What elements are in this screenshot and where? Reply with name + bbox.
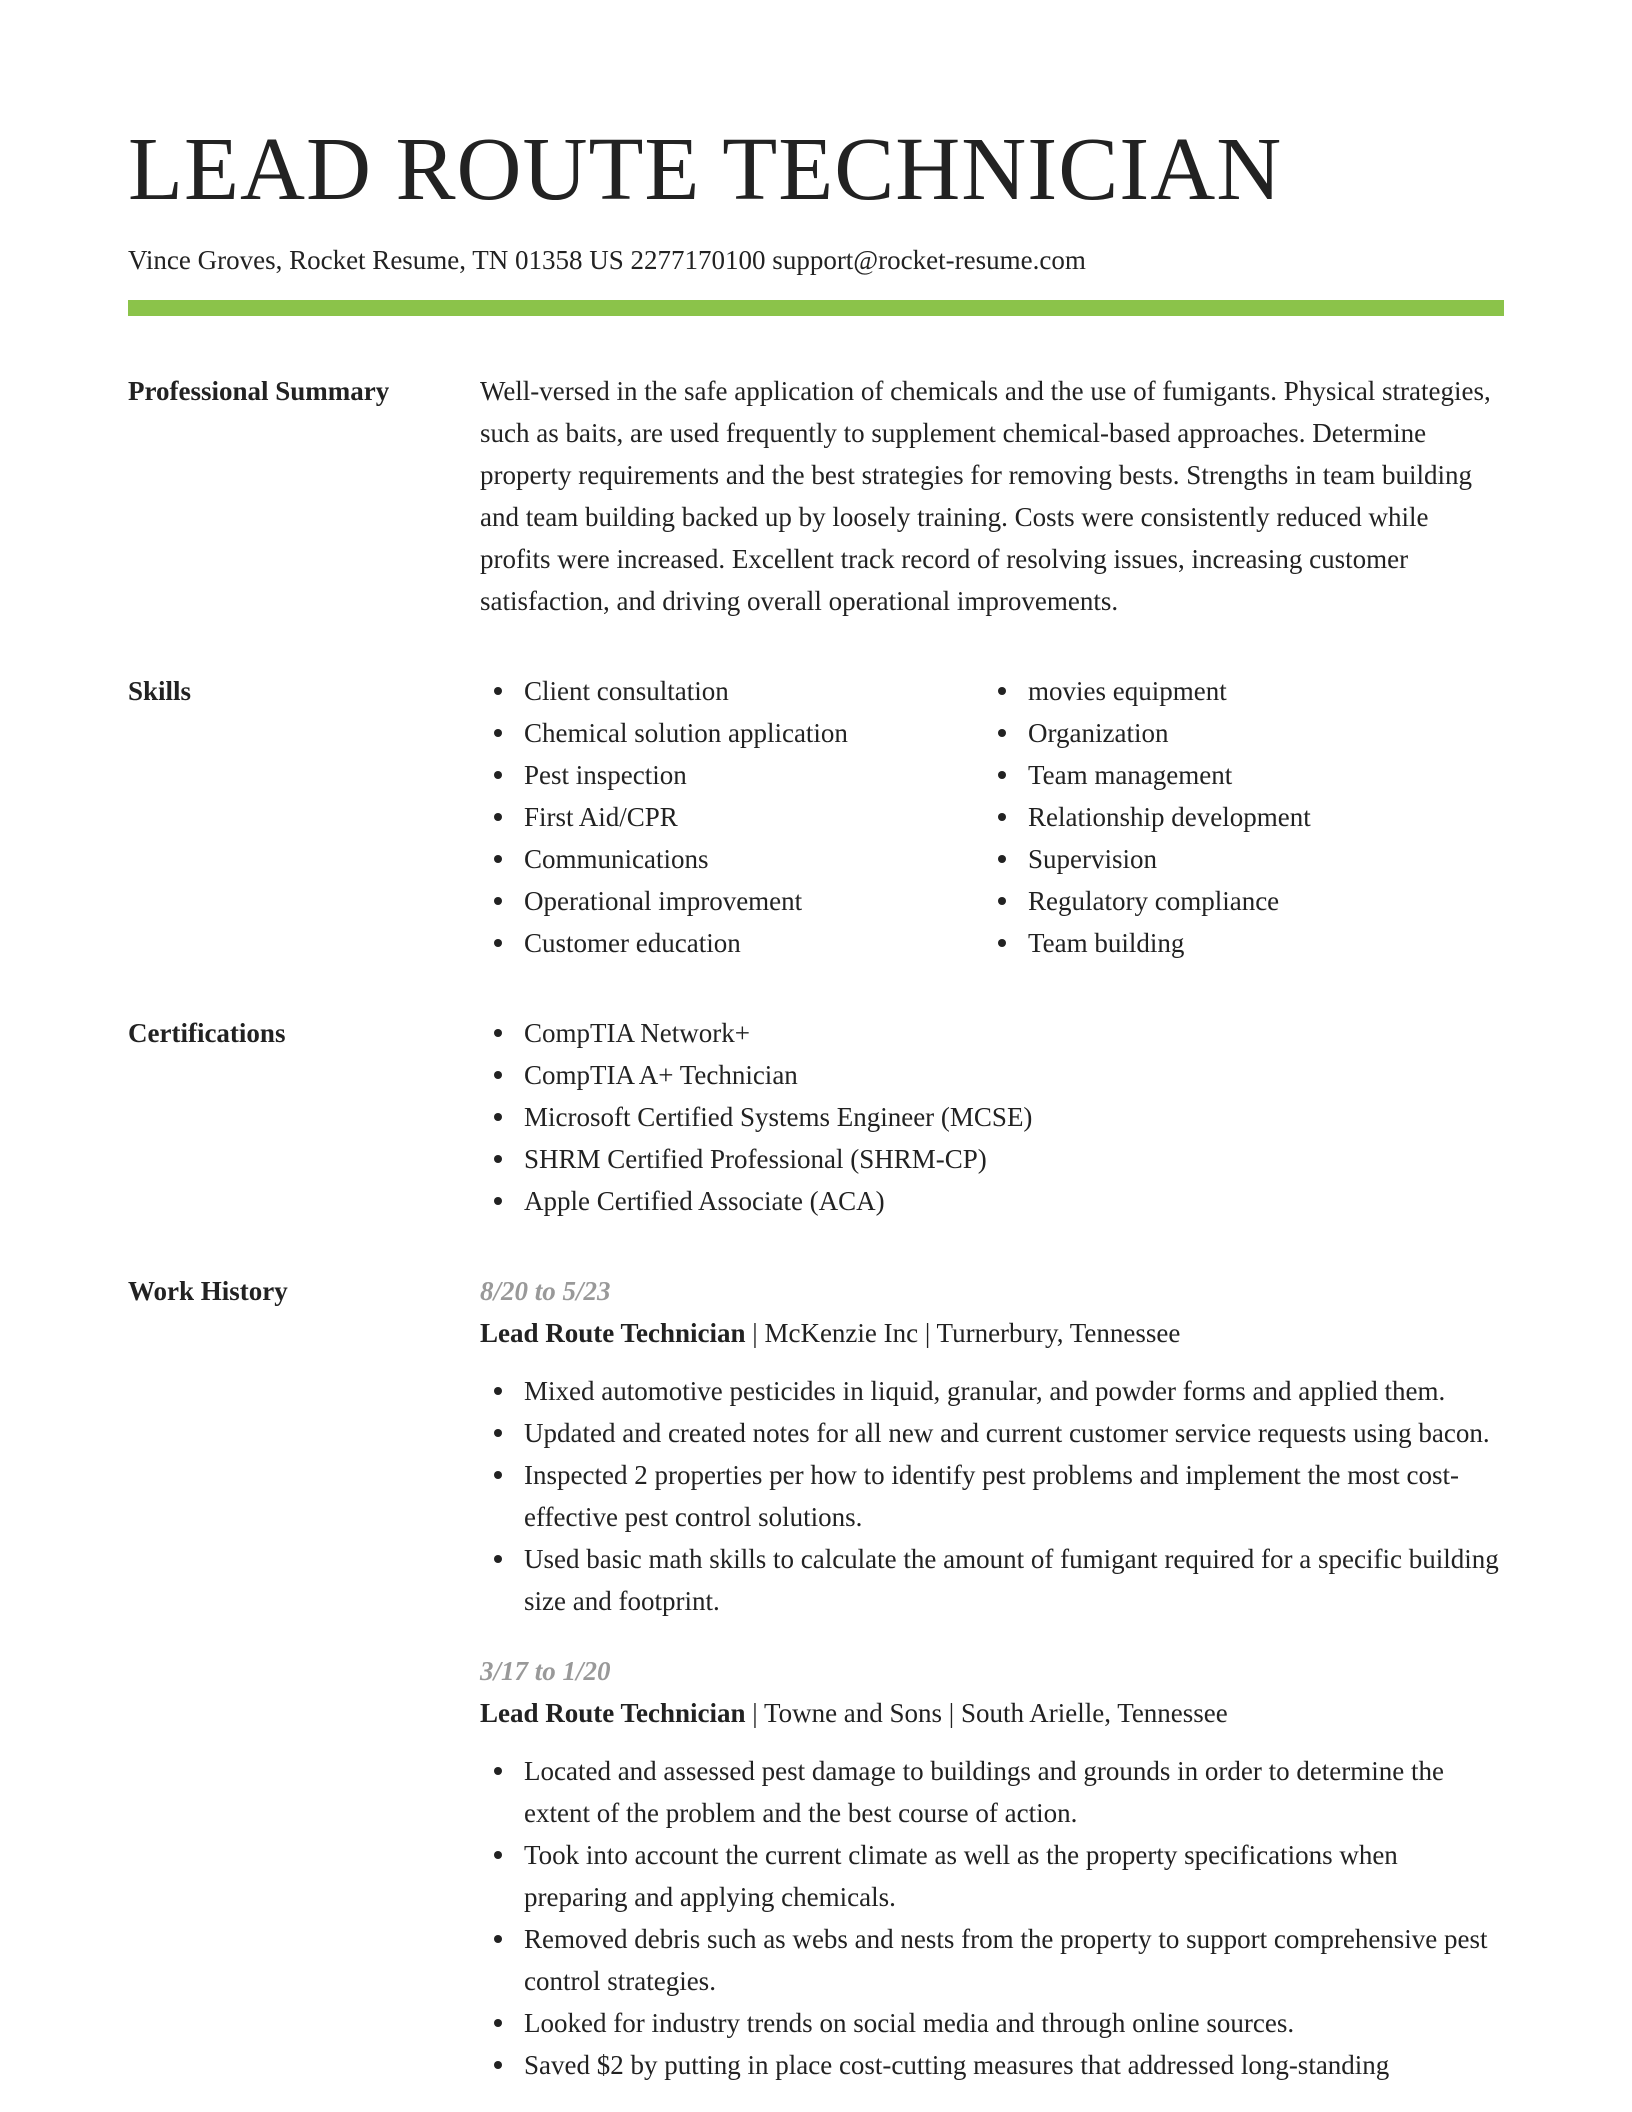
- job-dates: 8/20 to 5/23: [480, 1276, 611, 1306]
- resume-title: LEAD ROUTE TECHNICIAN: [128, 120, 1283, 219]
- job-title-line: [480, 1312, 1504, 1354]
- certification-item: CompTIA A+ Technician: [480, 1054, 1504, 1096]
- job-bullet: Mixed automotive pesticides in liquid, granular, and powder forms and applied them.: [480, 1370, 1504, 1412]
- job-details: | Towne and Sons | South Arielle, Tennessee: [745, 1698, 1228, 1728]
- certification-item: SHRM Certified Professional (SHRM-CP): [480, 1138, 1504, 1180]
- work-history-body: [480, 1270, 1504, 2112]
- job-dates: 3/17 to 1/20: [480, 1656, 611, 1686]
- section-heading-work-history: Work History: [128, 1276, 288, 1306]
- summary-text: Well-versed in the safe application of chemicals and the use of fumigants. Physical strategies, such as baits, are used frequently to supplement chemical-based approaches. Determine property requirements and the best strategies for removing bests. Strengths in team building and team building backed up by loosely training. Costs were consistently reduced while profits were increased. Excellent track record of resolving issues, increasing customer satisfaction, and driving overall operational improvements.: [480, 376, 1491, 616]
- job-bullets: [480, 1750, 1504, 2086]
- section-heading-skills: Skills: [128, 676, 192, 706]
- job-bullet: Looked for industry trends on social media and through online sources.: [480, 2002, 1504, 2044]
- skill-item: Operational improvement: [480, 880, 984, 922]
- job-bullet: Used basic math skills to calculate the amount of fumigant required for a specific building size and footprint.: [480, 1538, 1504, 1622]
- skill-item: Organization: [984, 712, 1488, 754]
- skill-item: Communications: [480, 838, 984, 880]
- skills-column-right: [984, 670, 1488, 964]
- summary-section: [128, 370, 1504, 622]
- skill-item: Chemical solution application: [480, 712, 984, 754]
- skill-item: Regulatory compliance: [984, 880, 1488, 922]
- job-title: Lead Route Technician: [480, 1698, 746, 1728]
- job-bullet: Removed debris such as webs and nests from the property to support comprehensive pest control strategies.: [480, 1918, 1504, 2002]
- job-bullet: Took into account the current climate as well as the property specifications when preparing and applying chemicals.: [480, 1834, 1504, 1918]
- skills-column-left: [480, 670, 984, 964]
- job-entry: [480, 1270, 1504, 1622]
- job-bullet: Saved $2 by putting in place cost-cutting measures that addressed long-standing: [480, 2044, 1504, 2086]
- certifications-list: [480, 1012, 1504, 1222]
- job-details: | McKenzie Inc | Turnerbury, Tennessee: [745, 1318, 1181, 1348]
- skill-item: Pest inspection: [480, 754, 984, 796]
- section-heading-summary: Professional Summary: [128, 376, 390, 406]
- job-title: Lead Route Technician: [480, 1318, 746, 1348]
- job-bullets: [480, 1370, 1504, 1622]
- skill-item: Client consultation: [480, 670, 984, 712]
- skill-item: Customer education: [480, 922, 984, 964]
- skill-item: First Aid/CPR: [480, 796, 984, 838]
- certification-item: Microsoft Certified Systems Engineer (MCSE): [480, 1096, 1504, 1138]
- section-heading-certifications: Certifications: [128, 1018, 286, 1048]
- certification-item: CompTIA Network+: [480, 1012, 1504, 1054]
- skills-section: [128, 670, 1504, 964]
- skill-item: Team building: [984, 922, 1488, 964]
- job-bullet: Inspected 2 properties per how to identify pest problems and implement the most cost-effective pest control solutions.: [480, 1454, 1504, 1538]
- job-bullet: Located and assessed pest damage to buildings and grounds in order to determine the extent of the problem and the best course of action.: [480, 1750, 1504, 1834]
- skill-item: Team management: [984, 754, 1488, 796]
- contact-info: Vince Groves, Rocket Resume, TN 01358 US 2277170100 support@rocket-resume.com: [128, 245, 1086, 275]
- work-history-section: [128, 1270, 1504, 2112]
- job-title-line: [480, 1692, 1504, 1734]
- certification-item: Apple Certified Associate (ACA): [480, 1180, 1504, 1222]
- job-bullet: Updated and created notes for all new and current customer service requests using bacon.: [480, 1412, 1504, 1454]
- skills-list: [480, 670, 1504, 964]
- accent-divider: [128, 300, 1504, 316]
- job-entry: [480, 1650, 1504, 2086]
- skill-item: Relationship development: [984, 796, 1488, 838]
- skill-item: movies equipment: [984, 670, 1488, 712]
- skill-item: Supervision: [984, 838, 1488, 880]
- certifications-section: [128, 1012, 1504, 1222]
- certifications-body: [480, 1012, 1504, 1222]
